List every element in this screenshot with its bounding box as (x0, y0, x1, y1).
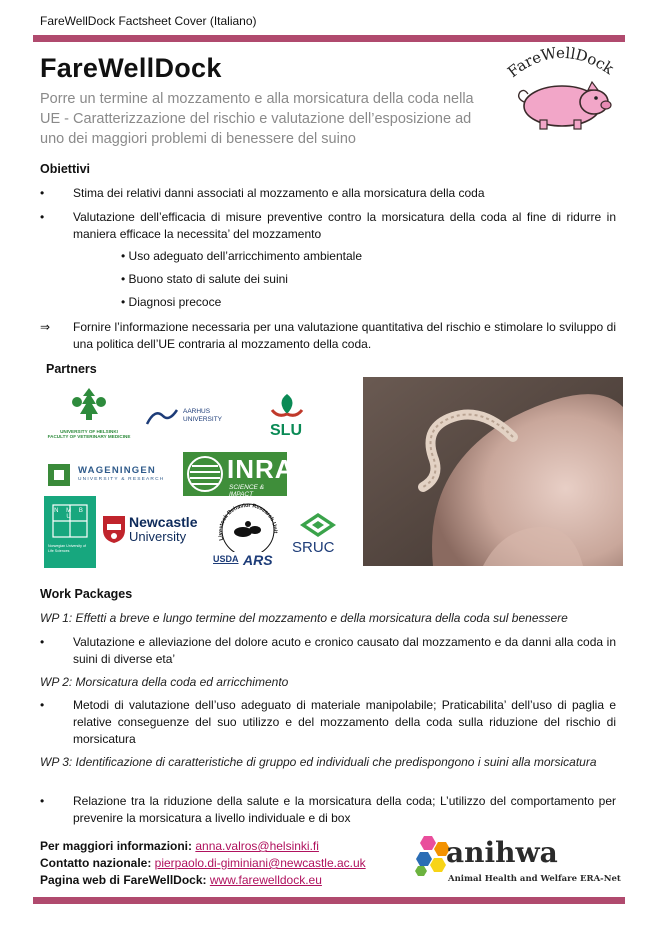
bottom-rule (33, 897, 625, 904)
pig-tail-photo (363, 377, 623, 566)
objective-text: Valutazione dell’efficacia di misure preventive contro la morsicatura della coda al fine di ridurre in maniera efficace la necessita’ del mozzamento (73, 210, 616, 241)
bullet-symbol: • (40, 210, 45, 224)
objective-final-item (0, 319, 656, 355)
sub-objective-item: • Buono stato di salute dei suini (121, 272, 288, 286)
work-packages-heading: Work Packages (40, 587, 133, 601)
wageningen-line2: UNIVERSITY & RESEARCH (78, 477, 165, 482)
bullet-symbol: • (40, 186, 45, 200)
contact-national (40, 855, 366, 872)
objective-text: Fornire l’informazione necessaria per una valutazione quantitativa del rischio e stimolare lo sviluppo di una politica dell’UE contraria al mozzamento della coda. (73, 320, 616, 351)
slu-emblem-icon (262, 392, 312, 422)
objective-text: Stima dei relativi danni associati al mozzamento e alla morsicatura della coda (73, 186, 485, 200)
sruc-logo (288, 512, 348, 560)
more-info-label: Per maggiori informazioni: (40, 839, 193, 853)
svg-text:Livestock Behavior Research Un: Livestock Behavior Research Unit (217, 502, 279, 541)
helsinki-line1: UNIVERSITY OF HELSINKI (60, 429, 118, 434)
aarhus-emblem-icon (145, 406, 179, 426)
bullet-symbol: • (40, 635, 45, 649)
sub-objective-item: • Uso adeguato dell’arricchimento ambientale (121, 249, 363, 263)
wp-title: WP 1: Effetti a breve e lungo termine del mozzamento e della morsicatura della coda sul benessere (40, 611, 568, 625)
objectives-heading: Obiettivi (40, 162, 91, 176)
nmbu-caption: Norwegian University of Life Sciences (48, 544, 86, 553)
bullet-symbol: • (40, 698, 45, 712)
partners-heading: Partners (46, 362, 97, 376)
sruc-text: SRUC (292, 539, 335, 556)
lbru-emblem-icon (213, 500, 283, 552)
inra-logo (183, 452, 295, 498)
wp-title: WP 2: Morsicatura della coda ed arricchimento (40, 675, 289, 689)
sruc-emblem-icon (298, 512, 338, 538)
wp-bullet-text: Relazione tra la riduzione della salute e la morsicatura della coda; L’utilizzo del comportamento per prevenire la morsicatura a livello individuale e di box (73, 794, 616, 825)
anihwa-tagline: Animal Health and Welfare ERA-Net (448, 874, 621, 884)
arrow-symbol: ⇒ (40, 320, 51, 334)
wageningen-logo (44, 462, 169, 490)
anihwa-logo (412, 832, 624, 890)
newcastle-line1: Newcastle (129, 514, 198, 530)
wp-title: WP 3: Identificazione di caratteristiche di gruppo ed individuali che predispongono i suini alla morsicatura (40, 755, 597, 769)
nmbu-letters: N M B U (54, 508, 86, 520)
page-title: FareWellDock (40, 53, 222, 83)
newcastle-shield-icon (101, 514, 127, 544)
aarhus-logo (145, 404, 225, 434)
national-contact-label: Contatto nazionale: (40, 856, 152, 870)
wp-bullet-text: Metodi di valutazione dell’uso adeguato di materiale manipolabile; Praticabilita’ dell’uso di paglia e relative conseguenze del suo utilizzo e del mozzamento della coda sulla riduzione del rischio di morsicatura (73, 698, 616, 746)
wp-bullet (0, 697, 656, 749)
inra-tagline: SCIENCE & IMPACT (229, 484, 265, 498)
farewelldock-logo (496, 42, 626, 132)
wageningen-line1: WAGENINGEN (78, 465, 156, 476)
wp-bullet-text: Valutazione e alleviazione del dolore acuto e cronico causato dal mozzamento e da danni alla coda in suini di diverse eta’ (73, 635, 616, 666)
contact-more-info (40, 838, 319, 855)
website-label: Pagina web di FareWellDock: (40, 873, 207, 887)
top-rule (33, 35, 625, 42)
objective-item (0, 185, 656, 205)
slu-text: SLU (270, 422, 302, 439)
objective-item (0, 209, 656, 245)
newcastle-logo (101, 512, 201, 548)
contact-website (40, 872, 322, 889)
slu-logo (262, 392, 312, 442)
document-header-label: FareWellDock Factsheet Cover (Italiano) (40, 14, 257, 28)
more-info-email-link[interactable]: anna.valros@helsinki.fi (195, 839, 319, 853)
ars-mark: ARS (243, 552, 273, 568)
newcastle-line2: University (129, 529, 187, 544)
helsinki-logo (44, 384, 134, 446)
national-contact-email-link[interactable]: pierpaolo.di-giminiani@newcastle.ac.uk (154, 856, 366, 870)
website-link[interactable]: www.farewelldock.eu (209, 873, 322, 887)
aarhus-line1: AARHUS (183, 408, 211, 415)
wp-bullet (0, 793, 656, 829)
usda-mark: USDA (213, 554, 239, 564)
helsinki-emblem-icon (44, 384, 134, 424)
bullet-symbol: • (40, 794, 45, 808)
wp-bullet (0, 634, 656, 670)
wageningen-emblem-icon (44, 462, 74, 488)
anihwa-name: anihwa (446, 836, 558, 869)
inra-text: INRA (227, 454, 295, 484)
logo-arc-text: FareWellDock (504, 43, 617, 82)
nmbu-logo (44, 496, 96, 568)
aarhus-line2: UNIVERSITY (183, 416, 223, 423)
helsinki-line2: FACULTY OF VETERINARY MEDICINE (47, 434, 131, 439)
page-subtitle: Porre un termine al mozzamento e alla morsicatura della coda nella UE - Caratterizzazione del rischio e valutazione dell’esposizione ad uno dei maggiori problemi di benessere del suino (40, 91, 474, 147)
usda-lbru-logo (213, 500, 283, 576)
sub-objective-item: • Diagnosi precoce (121, 295, 222, 309)
inra-emblem-icon (186, 455, 224, 493)
